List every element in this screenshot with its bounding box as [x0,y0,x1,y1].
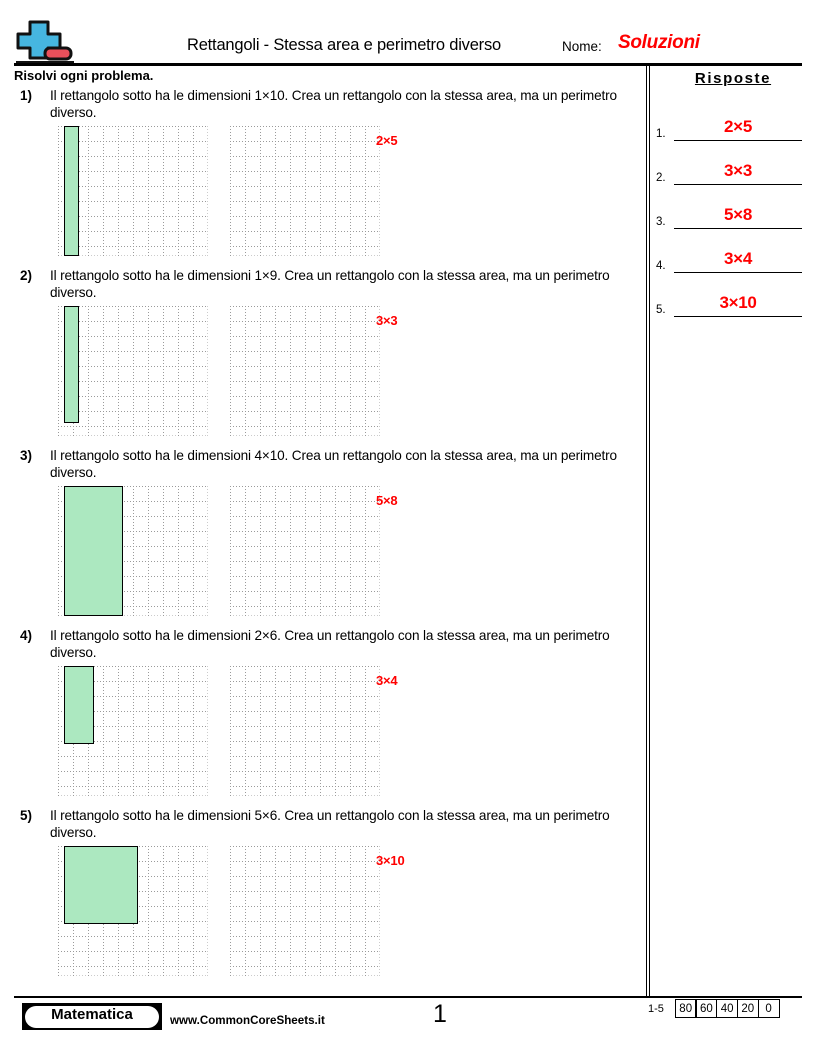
problem-number: 3) [20,448,33,463]
answer-key-underline [674,228,802,229]
worksheet-header [14,18,802,64]
score-box: 20 [737,999,759,1018]
answer-key-row-4 [656,235,802,273]
answer-grid-2[interactable] [230,306,380,436]
answer-key-number: 1. [656,128,666,140]
instructions: Risolvi ogni problema. [14,68,154,83]
problem-text: Il rettangolo sotto ha le dimensioni 1×10. Crea un rettangolo con la stessa area, ma un perimetro diverso. [50,88,617,120]
grid-canvas [58,306,208,436]
name-value: Soluzioni [618,32,700,53]
answer-key-underline [674,184,802,185]
answer-key-row-3 [656,191,802,229]
answer-key-value: 3×10 [719,293,757,312]
problem-number: 2) [20,268,33,283]
answer-key-number: 4. [656,260,666,272]
score-box: 0 [758,999,780,1018]
name-label: Nome: [562,39,602,54]
answer-key-value: 5×8 [724,205,752,224]
score-scale [676,999,780,1018]
answer-label-1: 2×5 [376,133,398,148]
grid-canvas [230,486,380,616]
given-rectangle [64,306,79,423]
given-rectangle [64,486,123,616]
grid-canvas [58,126,208,256]
brand-label: Matematica [51,1006,133,1023]
answer-key-title: Risposte [694,70,772,87]
page-number: 1 [433,1000,447,1028]
answer-key-underline [674,316,802,317]
problem-text: Il rettangolo sotto ha le dimensioni 4×10. Crea un rettangolo con la stessa area, ma un perimetro diverso. [50,448,617,480]
website-url: www.CommonCoreSheets.it [170,1014,325,1027]
given-rectangle [64,126,79,256]
problem-text: Il rettangolo sotto ha le dimensioni 5×6. Crea un rettangolo con la stessa area, ma un perimetro diverso. [50,808,610,840]
answer-key-number: 3. [656,216,666,228]
answer-key-underline [674,272,802,273]
answer-column-divider [646,63,650,996]
answer-key-underline [674,140,802,141]
score-box: 60 [695,999,717,1018]
answer-key-row-5 [656,279,802,317]
answer-grid-5[interactable] [230,846,380,976]
grid-canvas [230,666,380,796]
grid-canvas [230,306,380,436]
grid-canvas [230,846,380,976]
grid-canvas [230,126,380,256]
problem-number: 1) [20,88,33,103]
problem-number: 4) [20,628,33,643]
score-range-label: 1-5 [648,1003,664,1015]
answer-label-3: 5×8 [376,493,398,508]
answer-grid-1[interactable] [230,126,380,256]
answer-key-value: 3×3 [724,161,752,180]
answer-label-5: 3×10 [376,853,405,868]
answer-label-4: 3×4 [376,673,398,688]
answer-grid-3[interactable] [230,486,380,616]
score-box: 40 [716,999,738,1018]
answer-grid-4[interactable] [230,666,380,796]
given-grid-2 [58,306,208,436]
brand-badge [22,1003,162,1030]
page-title: Rettangoli - Stessa area e perimetro diverso [186,36,502,54]
answer-key-number: 5. [656,304,666,316]
answer-key-value: 2×5 [724,117,752,136]
answer-key-row-2 [656,147,802,185]
answer-label-2: 3×3 [376,313,398,328]
given-rectangle [64,846,138,924]
answer-key-number: 2. [656,172,666,184]
given-rectangle [64,666,94,744]
header-divider [14,63,802,66]
problem-text: Il rettangolo sotto ha le dimensioni 2×6. Crea un rettangolo con la stessa area, ma un perimetro diverso. [50,628,610,660]
given-grid-4 [58,666,208,796]
given-grid-3 [58,486,208,616]
score-box: 80 [675,999,697,1018]
plus-minus-logo-icon [14,18,76,66]
given-grid-5 [58,846,208,976]
given-grid-1 [58,126,208,256]
answer-key-value: 3×4 [724,249,752,268]
problem-number: 5) [20,808,33,823]
answer-key-row-1 [656,103,802,141]
problem-text: Il rettangolo sotto ha le dimensioni 1×9. Crea un rettangolo con la stessa area, ma un perimetro diverso. [50,268,610,300]
